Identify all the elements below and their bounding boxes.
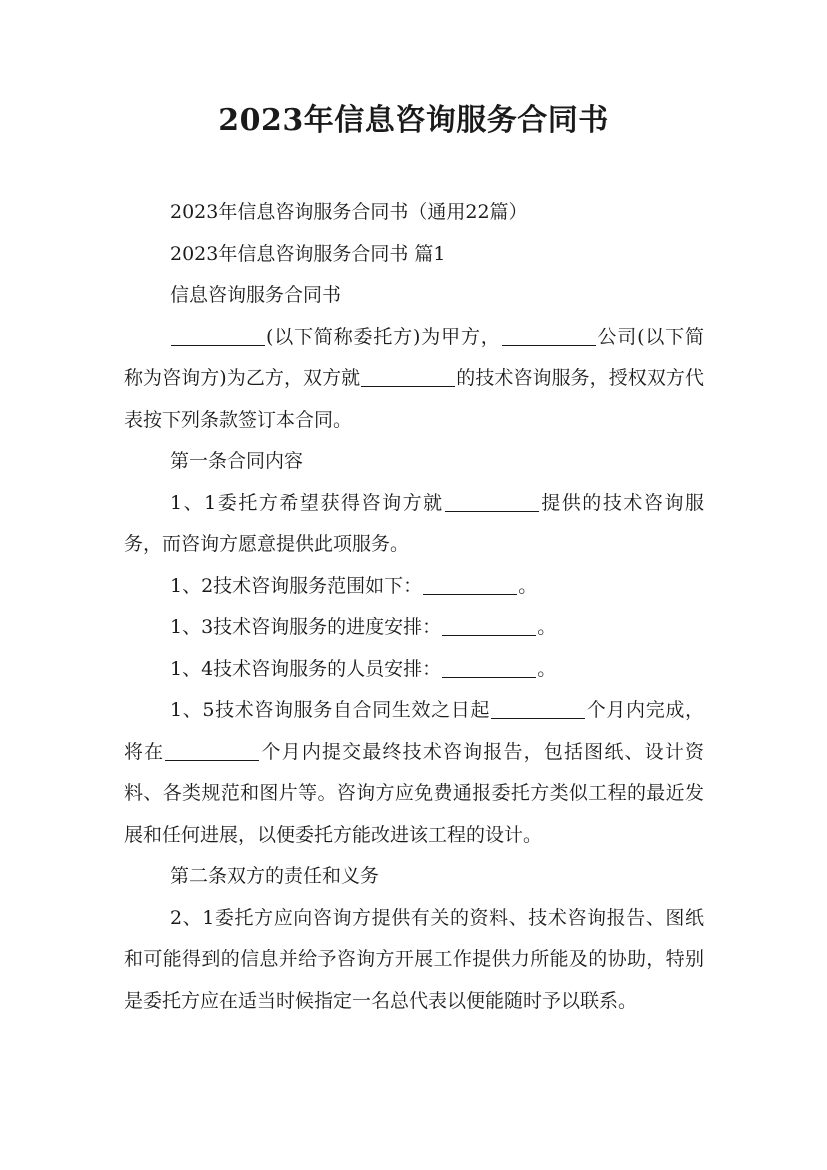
text-segment: 的技术咨询服务，授权双方代表按下列条款签订本合同。: [124, 367, 704, 431]
text-segment: 。: [537, 657, 557, 680]
text-segment: 提供的技术咨询服务，而咨询方愿意提供此项服务。: [124, 491, 704, 555]
paragraph-clause-1-1: [124, 483, 704, 566]
text-segment: 1、3技术咨询服务的进度安排：: [170, 616, 442, 638]
text-segment: 1、2技术咨询服务范围如下：: [170, 574, 423, 597]
fill-blank: [171, 325, 265, 346]
paragraph-section-heading: 2023年信息咨询服务合同书 篇1: [170, 242, 446, 265]
paragraph-clause-1-4: [124, 649, 704, 691]
paragraph-article-2-heading: 第二条双方的责任和义务: [170, 865, 380, 887]
document-body: [124, 192, 704, 1022]
text-segment: 1、1委托方希望获得咨询方就: [170, 491, 444, 514]
paragraph-clause-1-5: [124, 690, 704, 856]
text-segment: (以下简称委托方)为甲方，: [266, 325, 501, 348]
fill-blank: [445, 491, 539, 512]
text-segment: 1、4技术咨询服务的人员安排：: [170, 657, 442, 680]
fill-blank: [423, 574, 517, 595]
text-segment: 。: [537, 616, 557, 638]
paragraph-clause-1-2: [124, 566, 704, 608]
fill-blank: [442, 615, 536, 636]
fill-blank: [491, 698, 585, 719]
paragraph-clause-1-3: [124, 607, 704, 649]
text-segment: 公司(以下简称为咨询方)为乙方，双方就: [124, 325, 704, 389]
fill-blank: [165, 740, 259, 761]
paragraph-subtitle: 2023年信息咨询服务合同书（通用22篇）: [170, 201, 528, 223]
text-segment: 个月内提交最终技术咨询报告，包括图纸、设计资料、各类规范和图片等。咨询方应免费通报委托方类似工程的最近发展和任何进展，以便委托方能改进该工程的设计。: [124, 740, 704, 846]
paragraph-article-1-heading: 第一条合同内容: [170, 450, 304, 472]
fill-blank: [502, 325, 596, 346]
text-segment: 个月内完成，将在: [124, 699, 704, 763]
fill-blank: [442, 657, 536, 678]
document-title: 2023年信息咨询服务合同书: [218, 103, 609, 138]
paragraph-contract-name: 信息咨询服务合同书: [170, 284, 342, 306]
text-segment: 1、5技术咨询服务自合同生效之日起: [170, 699, 491, 721]
paragraph-clause-2-1: 2、1委托方应向咨询方提供有关的资料、技术咨询报告、图纸和可能得到的信息并给予咨询方开展工作提供力所能及的协助，特别是委托方应在适当时候指定一名总代表以便能随时予以联系。: [124, 906, 704, 1012]
paragraph-parties: [124, 317, 704, 442]
fill-blank: [361, 366, 455, 387]
text-segment: 。: [518, 574, 538, 597]
